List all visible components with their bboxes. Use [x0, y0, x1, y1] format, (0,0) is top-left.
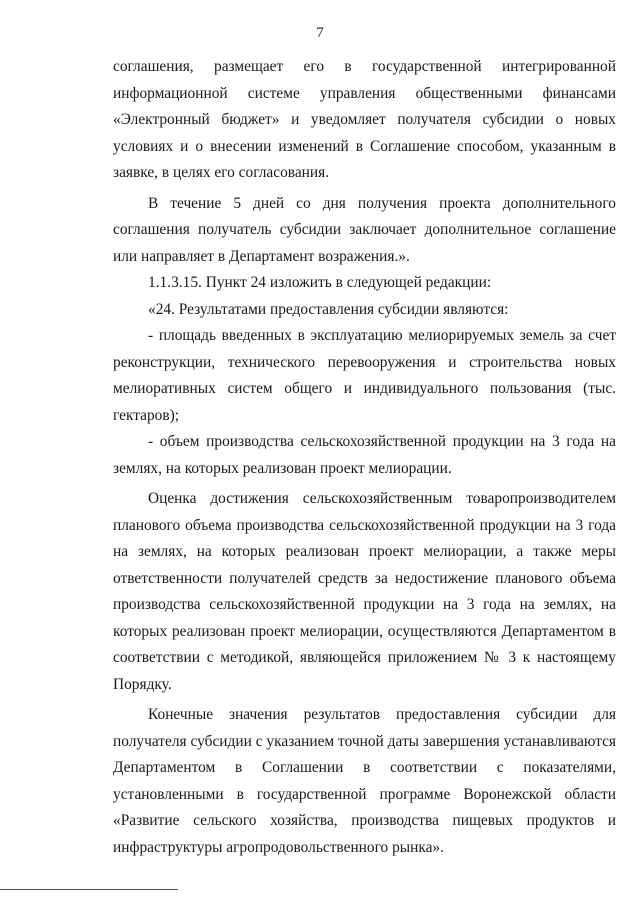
page-number: 7 — [316, 25, 324, 41]
paragraph-results-intro: «24. Результатами предоставления субсидии являются: — [148, 300, 509, 318]
list-item-area: - площадь введенных в эксплуатацию мелиорируемых земель за счет реконструкции, технического перевооружения и строительства новых мелиоративных систем общего и индивидуального пользования (тыс. гектаров); — [113, 327, 616, 424]
paragraph-evaluation: Оценка достижения сельскохозяйственным товаропроизводителем планового объема производства сельскохозяйственной продукции на 3 года на землях, на которых реализован проект мелиорации, а также меры ответственности получателей средств за недостижение планового объема производства сельскохозяйственной продукции на 3 года на землях, на которых реализован проект мелиорации, осуществляются Департаментом в соответствии с методикой, являющейся приложением № 3 к настоящему Порядку. — [113, 490, 616, 693]
paragraph-deadline: В течение 5 дней со дня получения проекта дополнительного соглашения получатель субсидии заключает дополнительное соглашение или направляет в Департамент возражения.». — [113, 194, 616, 265]
paragraph-continuation: соглашения, размещает его в государственной интегрированной информационной системе управления общественными финансами «Электронный бюджет» и уведомляет получателя субсидии о новых условиях и о внесении изменений в Соглашение способом, указанным в заявке, в целях его согласования. — [113, 58, 616, 181]
list-item-production: - объем производства сельскохозяйственной продукции на 3 года на землях, на которых реализован проект мелиорации. — [113, 433, 616, 477]
paragraph-clause-heading: 1.1.3.15. Пункт 24 изложить в следующей редакции: — [148, 274, 492, 291]
footnote-divider — [0, 889, 178, 890]
paragraph-final-values: Конечные значения результатов предоставления субсидии для получателя субсидии с указанием точной даты завершения устанавливаются Департаментом в Соглашении в соответствии с показателями, установленными в государственной программе Воронежской области «Развитие сельского хозяйства, производства пищевых продуктов и инфраструктуры агропродовольственного рынка». — [113, 706, 616, 856]
document-body — [113, 54, 616, 861]
